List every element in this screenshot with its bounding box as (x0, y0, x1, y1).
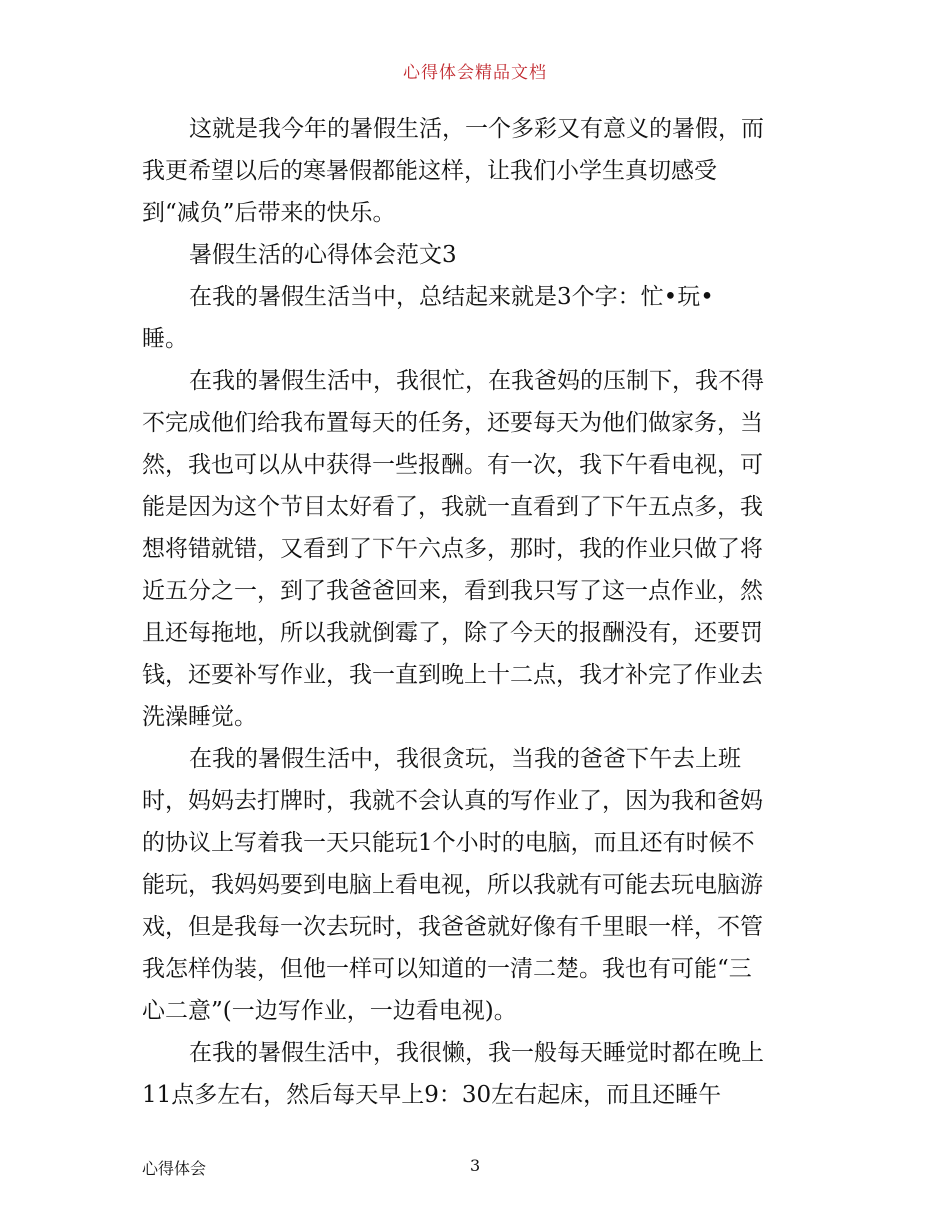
text-line: 能是因为这个节目太好看了，我就一直看到了下午五点多，我 (142, 494, 763, 520)
page-number: 3 (470, 1156, 481, 1175)
section-heading: 暑假生活的心得体会范文3 (189, 242, 457, 268)
text-line: 我怎样伪装，但他一样可以知道的一清二楚。我也有可能“三 (142, 956, 752, 982)
text-line: 我更希望以后的寒暑假都能这样，让我们小学生真切感受 (142, 158, 717, 184)
text-line: 11点多左右，然后每天早上9：30左右起床，而且还睡午 (142, 1082, 722, 1108)
text-line: 到“减负”后带来的快乐。 (142, 200, 396, 226)
text-line: 且还每拖地，所以我就倒霉了，除了今天的报酬没有，还要罚 (142, 620, 763, 646)
text-line: 不完成他们给我布置每天的任务，还要每天为他们做家务，当 (142, 410, 763, 436)
text-line: 近五分之一，到了我爸爸回来，看到我只写了这一点作业，然 (142, 578, 763, 604)
text-line: 睡。 (142, 326, 188, 352)
text-line: 钱，还要补写作业，我一直到晚上十二点，我才补完了作业去 (142, 662, 763, 688)
text-line: 在我的暑假生活中，我很贪玩，当我的爸爸下午去上班 (189, 746, 741, 772)
text-line: 洗澡睡觉。 (142, 704, 257, 730)
text-line: 在我的暑假生活当中，总结起来就是3个字：忙•玩• (189, 284, 714, 310)
text-line: 心二意”(一边写作业，一边看电视)。 (142, 998, 517, 1024)
footer-label: 心得体会 (142, 1159, 207, 1178)
document-body (142, 108, 814, 1116)
text-line: 这就是我今年的暑假生活，一个多彩又有意义的暑假，而 (189, 116, 764, 142)
text-line: 能玩，我妈妈要到电脑上看电视，所以我就有可能去玩电脑游 (142, 872, 763, 898)
text-line: 的协议上写着我一天只能玩1个小时的电脑，而且还有时候不 (142, 830, 755, 856)
text-line: 在我的暑假生活中，我很懒，我一般每天睡觉时都在晚上 (189, 1040, 764, 1066)
text-line: 在我的暑假生活中，我很忙，在我爸妈的压制下，我不得 (189, 368, 764, 394)
text-line: 然，我也可以从中获得一些报酬。有一次，我下午看电视，可 (142, 452, 763, 478)
page-footer (142, 1156, 814, 1180)
text-line: 戏，但是我每一次去玩时，我爸爸就好像有千里眼一样，不管 (142, 914, 763, 940)
text-line: 时，妈妈去打牌时，我就不会认真的写作业了，因为我和爸妈 (142, 788, 763, 814)
text-line: 想将错就错，又看到了下午六点多，那时，我的作业只做了将 (142, 536, 763, 562)
page-header-title: 心得体会精品文档 (403, 63, 547, 83)
